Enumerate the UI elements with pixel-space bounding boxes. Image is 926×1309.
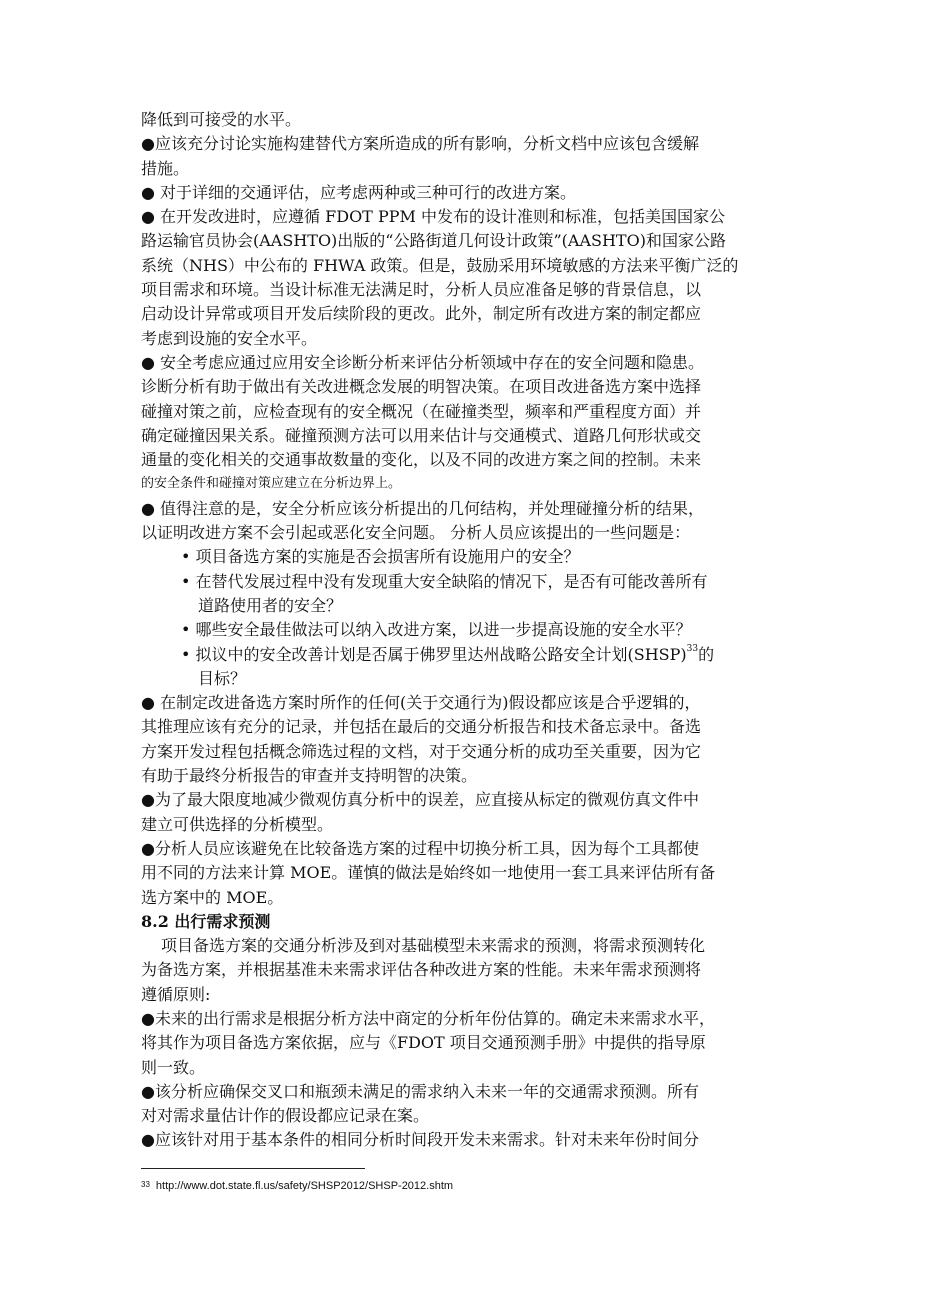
question-text: • 拟议中的安全改善计划是否属于佛罗里达州战略公路安全计划(SHSP): [181, 644, 687, 664]
text-line: 选方案中的 MOE。: [141, 887, 284, 907]
question-item: • 项目备选方案的实施是否会损害所有设施用户的安全？: [181, 547, 580, 567]
question-text-end: 的: [698, 644, 715, 664]
text-line: 路运输官员协会(AASHTO)出版的“公路街道几何设计政策”(AASHTO)和国家公路: [141, 231, 726, 251]
text-line: 碰撞对策之前，应检查现有的安全概况（在碰撞类型，频率和严重程度方面）并: [141, 401, 702, 421]
text-line: ●为了最大限度地减少微观仿真分析中的误差，应直接从标定的微观仿真文件中: [141, 790, 699, 810]
question-item-continued: 道路使用者的安全？: [198, 595, 343, 615]
text-line: ● 在制定改进备选方案时所作的任何(关于交通行为)假设都应该是合乎逻辑的，: [141, 693, 701, 713]
text-line: 其推理应该有充分的记录，并包括在最后的交通分析报告和技术备忘录中。备选: [141, 717, 702, 737]
footnote-url[interactable]: http://www.dot.state.fl.us/safety/SHSP2012/SHSP-2012.shtm: [155, 1180, 454, 1192]
text-line: ●应该充分讨论实施构建替代方案所造成的所有影响，分析文档中应该包含缓解: [141, 134, 699, 154]
text-line: 有助于最终分析报告的审查并支持明智的决策。: [141, 766, 478, 786]
text-line: ● 在开发改进时，应遵循 FDOT PPM 中发布的设计准则和标准，包括美国国家公: [141, 207, 725, 227]
text-line: ●未来的出行需求是根据分析方法中商定的分析年份估算的。确定未来需求水平，: [141, 1008, 715, 1028]
question-item: • 哪些安全最佳做法可以纳入改进方案，以进一步提高设施的安全水平？: [181, 620, 692, 640]
text-line: 对对需求量估计作的假设都应记录在案。: [141, 1106, 430, 1126]
text-line: 措施。: [141, 158, 190, 178]
text-line: 降低到可接受的水平。: [141, 110, 302, 129]
text-line: 则一致。: [141, 1057, 206, 1077]
text-line: 诊断分析有助于做出有关改进概念发展的明智决策。在项目改进备选方案中选择: [141, 377, 702, 397]
question-item-continued: 目标？: [198, 668, 247, 688]
text-line: ●分析人员应该避免在比较备选方案的过程中切换分析工具，因为每个工具都使: [141, 838, 699, 858]
section-heading: 8.2 出行需求预测: [141, 911, 271, 931]
text-line: 系统（NHS）中公布的 FHWA 政策。但是，鼓励采用环境敏感的方法来平衡广泛的: [141, 255, 739, 275]
text-line: 建立可供选择的分析模型。: [141, 814, 334, 834]
footnote-reference: 33: [686, 643, 699, 654]
text-line: ● 值得注意的是，安全分析应该分析提出的几何结构，并处理碰撞分析的结果，: [141, 498, 705, 518]
text-line: 将其作为项目备选方案依据，应与《FDOT 项目交通预测手册》中提供的指导原: [141, 1033, 706, 1053]
question-item: • 在替代发展过程中没有发现重大安全缺陷的情况下，是否有可能改善所有: [181, 571, 708, 591]
text-line: 通量的变化相关的交通事故数量的变化，以及不同的改进方案之间的控制。未来: [141, 450, 702, 470]
text-line: 以证明改进方案不会引起或恶化安全问题。 分析人员应该提出的一些问题是：: [141, 523, 691, 543]
text-line: 确定碰撞因果关系。碰撞预测方法可以用来估计与交通模式、道路几何形状或交: [141, 425, 702, 445]
text-line: 启动设计异常或项目开发后续阶段的更改。此外，制定所有改进方案的制定都应: [141, 304, 702, 324]
document-body: [141, 108, 791, 1153]
footnote: [141, 1180, 453, 1192]
text-line: 方案开发过程包括概念筛选过程的文档，对于交通分析的成功至关重要，因为它: [141, 741, 702, 761]
question-item: [141, 643, 791, 667]
text-line: ● 对于详细的交通评估，应考虑两种或三种可行的改进方案。: [141, 182, 577, 202]
text-line: 用不同的方法来计算 MOE。谨慎的做法是始终如一地使用一套工具来评估所有备: [141, 863, 716, 883]
paragraph-first-line: 项目备选方案的交通分析涉及到对基础模型未来需求的预测，将需求预测转化: [161, 936, 706, 956]
text-line: 的安全条件和碰撞对策应建立在分析边界上。: [141, 476, 402, 492]
text-line: 考虑到设施的安全水平。: [141, 328, 318, 348]
text-line: 遵循原则:: [141, 984, 211, 1004]
footnote-separator: [141, 1168, 365, 1169]
text-line: 为备选方案，并根据基准未来需求评估各种改进方案的性能。未来年需求预测将: [141, 960, 702, 980]
text-line: ●该分析应确保交叉口和瓶颈未满足的需求纳入未来一年的交通需求预测。所有: [141, 1081, 699, 1101]
text-line: ●应该针对用于基本条件的相同分析时间段开发未来需求。针对未来年份时间分: [141, 1130, 699, 1150]
text-line: ● 安全考虑应通过应用安全诊断分析来评估分析领域中存在的安全问题和隐患。: [141, 352, 705, 372]
footnote-mark: 33: [141, 1180, 150, 1189]
text-line: 项目需求和环境。当设计标准无法满足时，分析人员应准备足够的背景信息，以: [141, 280, 702, 300]
